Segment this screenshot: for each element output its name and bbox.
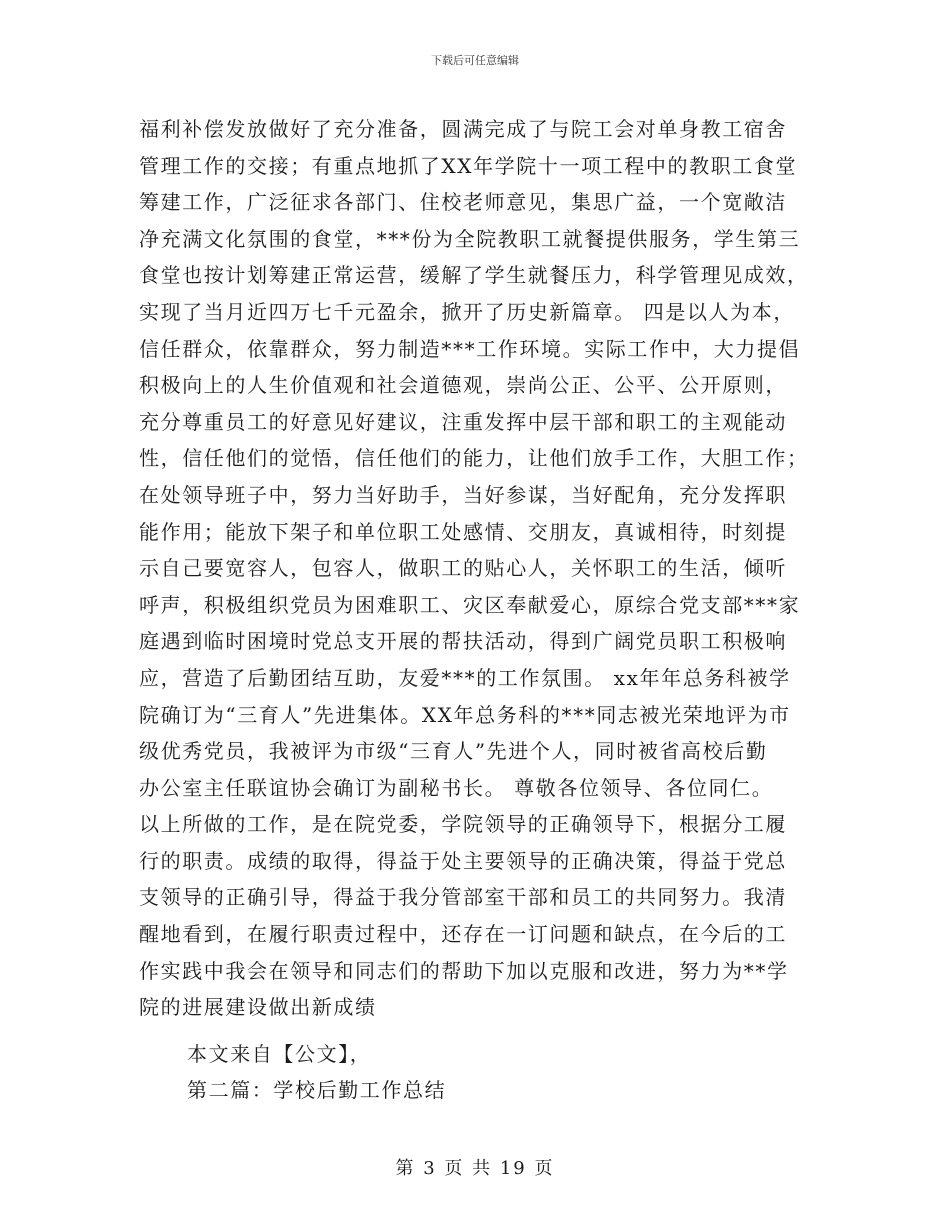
body-line: 实现了当月近四万七千元盈余，掀开了历史新篇章。 四是以人为本， bbox=[139, 299, 795, 324]
body-line: 院的进展建设做出新成绩 bbox=[139, 995, 377, 1020]
body-line: 信任群众，依靠群众，努力制造***工作环境。实际工作中，大力提倡 bbox=[139, 336, 801, 361]
body-line: 福利补偿发放做好了充分准备，圆满完成了与院工会对单身教工宿舍 bbox=[139, 117, 787, 141]
body-line: 作实践中我会在领导和同志们的帮助下加以克服和改进，努力为**学 bbox=[139, 958, 789, 983]
body-line: 性，信任他们的觉悟，信任他们的能力，让他们放手工作，大胆工作； bbox=[139, 446, 809, 471]
body-line: 筹建工作，广泛征求各部门、住校老师意见，集思广益，一个宽敞洁 bbox=[139, 190, 787, 215]
body-line: 办公室主任联谊协会确订为副秘书长。 尊敬各位领导、各位同仁。 bbox=[139, 775, 774, 800]
body-line: 管理工作的交接；有重点地抓了XX年学院十一项工程中的教职工食堂 bbox=[139, 153, 798, 178]
body-line: 院确订为“三育人”先进集体。XX年总务科的***同志被光荣地评为市 bbox=[139, 702, 791, 727]
body-line: 能作用；能放下架子和单位职工处感情、交朋友，真诚相待，时刻提 bbox=[139, 519, 787, 544]
body-line: 呼声，积极组织党员为困难职工、灾区奉献爱心，原综合党支部***家 bbox=[139, 592, 801, 617]
document-body bbox=[139, 111, 819, 1109]
body-line: 醒地看到，在履行职责过程中，还存在一订问题和缺点，在今后的工 bbox=[139, 922, 787, 947]
source-line: 本文来自【公文】， bbox=[187, 1041, 372, 1066]
body-line: 以上所做的工作，是在院党委，学院领导的正确领导下，根据分工履 bbox=[139, 812, 787, 837]
body-line: 积极向上的人生价值观和社会道德观，崇尚公正、公平、公开原则， bbox=[139, 373, 787, 398]
section-title: 第二篇：学校后勤工作总结 bbox=[187, 1078, 447, 1103]
body-line: 庭遇到临时困境时党总支开展的帮扶活动，得到广阔党员职工积极响 bbox=[139, 629, 787, 654]
body-line: 在处领导班子中，努力当好助手，当好参谋，当好配角，充分发挥职 bbox=[139, 482, 787, 507]
body-line: 示自己要宽容人，包容人，做职工的贴心人，关怀职工的生活，倾听 bbox=[139, 556, 787, 581]
body-line: 支领导的正确引导，得益于我分管部室干部和员工的共同努力。我清 bbox=[139, 885, 787, 910]
body-line: 级优秀党员，我被评为市级“三育人”先进个人，同时被省高校后勤 bbox=[139, 739, 768, 764]
body-line: 应，营造了后勤团结互助，友爱***的工作氛围。 xx年年总务科被学 bbox=[139, 665, 791, 690]
body-line: 净充满文化氛围的食堂，***份为全院教职工就餐提供服务，学生第三 bbox=[139, 226, 801, 251]
body-line: 充分尊重员工的好意见好建议，注重发挥中层干部和职工的主观能动 bbox=[139, 409, 787, 434]
body-line: 食堂也按计划筹建正常运营，缓解了学生就餐压力，科学管理见成效， bbox=[139, 263, 809, 288]
page-header: 下载后可任意编辑 bbox=[431, 54, 519, 67]
page-number: 第 3 页 共 19 页 bbox=[395, 1158, 555, 1179]
body-line: 行的职责。成绩的取得，得益于处主要领导的正确决策，得益于党总 bbox=[139, 848, 787, 873]
paragraph-gap bbox=[139, 1026, 819, 1036]
